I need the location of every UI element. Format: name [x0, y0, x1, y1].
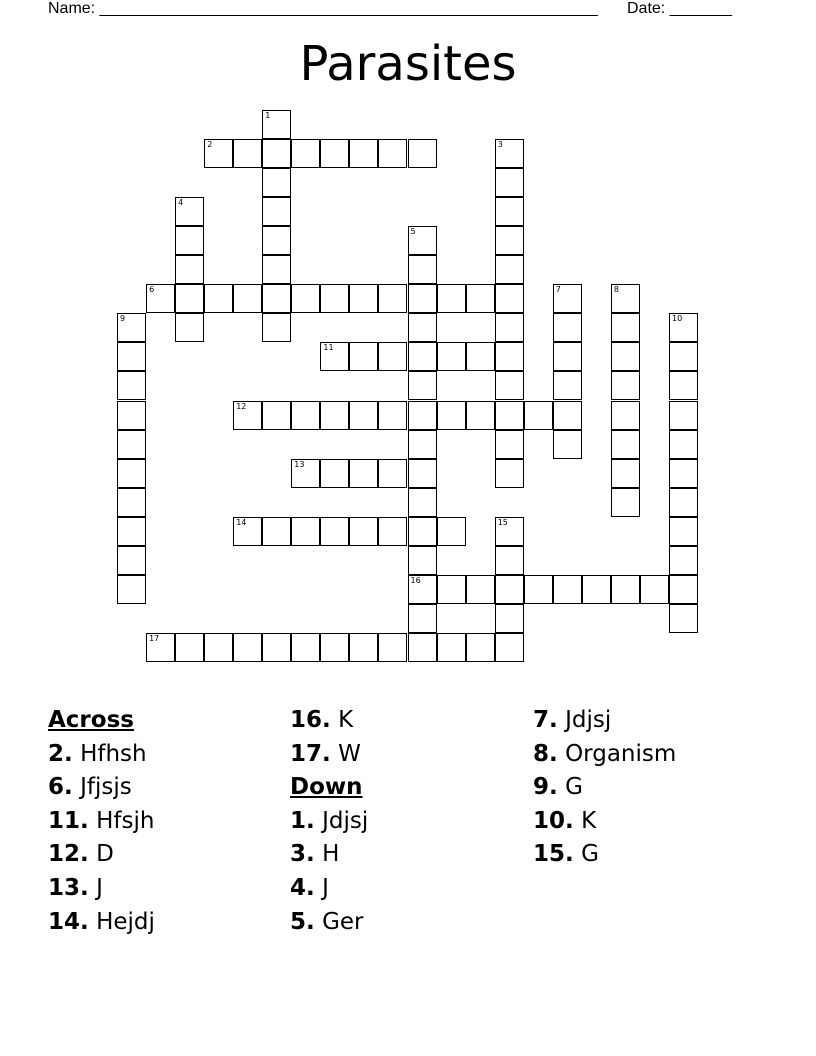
crossword-cell[interactable] — [669, 604, 698, 633]
crossword-cell[interactable] — [408, 255, 437, 284]
crossword-cell[interactable] — [466, 342, 495, 371]
crossword-cell[interactable] — [291, 459, 320, 488]
clue-down-8 — [533, 738, 676, 772]
crossword-cell[interactable] — [553, 430, 582, 459]
crossword-cell[interactable] — [495, 313, 524, 342]
crossword-cell[interactable] — [408, 517, 437, 546]
crossword-cell[interactable] — [669, 459, 698, 488]
crossword-cell[interactable] — [495, 197, 524, 226]
crossword-cell[interactable] — [669, 546, 698, 575]
clue-down-3 — [290, 838, 368, 872]
clue-text: Ger — [322, 908, 364, 935]
crossword-cell[interactable] — [349, 459, 378, 488]
crossword-cell[interactable] — [495, 226, 524, 255]
clue-text: W — [338, 740, 361, 767]
crossword-cell[interactable] — [349, 284, 378, 313]
crossword-cell[interactable] — [553, 313, 582, 342]
crossword-cell[interactable] — [611, 575, 640, 604]
across-heading: Across — [48, 707, 134, 733]
clue-down-7 — [533, 704, 676, 738]
crossword-cell[interactable] — [378, 284, 407, 313]
cell-number: 17 — [149, 633, 160, 643]
crossword-cell[interactable] — [233, 633, 262, 662]
crossword-cell[interactable] — [495, 430, 524, 459]
cell-number: 6 — [149, 285, 155, 295]
clue-number: 6. — [48, 774, 73, 801]
crossword-cell[interactable] — [495, 517, 524, 546]
clue-across-13 — [48, 872, 155, 906]
crossword-cell[interactable] — [640, 575, 669, 604]
crossword-cell[interactable] — [611, 313, 640, 342]
crossword-cell[interactable] — [669, 342, 698, 371]
crossword-cell[interactable] — [466, 284, 495, 313]
clue-text: G — [565, 774, 583, 801]
clue-across-14 — [48, 906, 155, 940]
clue-text: D — [96, 841, 114, 868]
crossword-cell[interactable] — [117, 371, 146, 400]
clue-across-17 — [290, 738, 368, 772]
crossword-cell[interactable] — [291, 517, 320, 546]
crossword-cell[interactable] — [175, 255, 204, 284]
crossword-cell[interactable] — [320, 284, 349, 313]
crossword-cell[interactable] — [291, 633, 320, 662]
clue-across-16 — [290, 704, 368, 738]
clue-number: 16. — [290, 707, 331, 733]
crossword-cell[interactable] — [495, 575, 524, 604]
crossword-cell[interactable] — [233, 284, 262, 313]
clue-number: 1. — [290, 807, 315, 834]
crossword-cell[interactable] — [408, 226, 437, 255]
crossword-cell[interactable] — [495, 284, 524, 313]
crossword-cell[interactable] — [437, 575, 466, 604]
clue-number: 8. — [533, 740, 558, 767]
clue-text: Jdjsj — [565, 707, 612, 733]
clue-text: Hfsjh — [96, 807, 155, 834]
clue-number: 17. — [290, 740, 331, 767]
crossword-cell[interactable] — [669, 517, 698, 546]
clue-column-1 — [48, 704, 155, 939]
crossword-cell[interactable] — [408, 459, 437, 488]
crossword-cell[interactable] — [175, 313, 204, 342]
clue-text: Organism — [565, 740, 677, 767]
clue-number: 13. — [48, 874, 89, 901]
crossword-cell[interactable] — [408, 342, 437, 371]
crossword-cell[interactable] — [291, 284, 320, 313]
crossword-cell[interactable] — [233, 139, 262, 168]
crossword-cell[interactable] — [495, 604, 524, 633]
crossword-cell[interactable] — [146, 284, 175, 313]
clue-number: 4. — [290, 874, 315, 901]
crossword-cell[interactable] — [553, 401, 582, 430]
clue-column-3 — [533, 704, 676, 872]
date-field-line: Date: _______ — [627, 0, 732, 17]
crossword-cell[interactable] — [408, 430, 437, 459]
crossword-cell[interactable] — [408, 575, 437, 604]
crossword-cell[interactable] — [408, 139, 437, 168]
crossword-cell[interactable] — [408, 633, 437, 662]
clue-text: J — [96, 874, 103, 901]
clue-text: K — [581, 807, 597, 834]
crossword-cell[interactable] — [437, 342, 466, 371]
clue-number: 15. — [533, 841, 574, 868]
name-field-line: Name: ________________________________________________________ — [48, 0, 598, 17]
cell-number: 4 — [178, 198, 184, 208]
page-title: Parasites — [299, 36, 517, 92]
cell-number: 13 — [294, 459, 305, 469]
crossword-cell[interactable] — [669, 575, 698, 604]
clue-down-5 — [290, 906, 368, 940]
clue-number: 14. — [48, 908, 89, 935]
crossword-cell[interactable] — [117, 546, 146, 575]
crossword-cell[interactable] — [611, 284, 640, 313]
clue-down-1 — [290, 805, 368, 839]
crossword-cell[interactable] — [408, 488, 437, 517]
crossword-cell[interactable] — [495, 255, 524, 284]
crossword-cell[interactable] — [553, 575, 582, 604]
crossword-cell[interactable] — [291, 401, 320, 430]
crossword-cell[interactable] — [262, 110, 291, 139]
crossword-cell[interactable] — [495, 546, 524, 575]
crossword-cell[interactable] — [495, 342, 524, 371]
clue-down-9 — [533, 771, 676, 805]
clue-text: Hejdj — [96, 908, 155, 935]
crossword-cell[interactable] — [669, 371, 698, 400]
crossword-cell[interactable] — [582, 575, 611, 604]
crossword-cell[interactable] — [175, 633, 204, 662]
cell-number: 11 — [323, 343, 334, 353]
cell-number: 5 — [410, 227, 416, 237]
crossword-cell[interactable] — [291, 139, 320, 168]
clue-down-4 — [290, 872, 368, 906]
crossword-cell[interactable] — [117, 488, 146, 517]
crossword-cell[interactable] — [117, 459, 146, 488]
cell-number: 3 — [497, 140, 503, 150]
crossword-cell[interactable] — [495, 139, 524, 168]
clue-down-10 — [533, 805, 676, 839]
crossword-cell[interactable] — [262, 139, 291, 168]
crossword-cell[interactable] — [320, 517, 349, 546]
crossword-cell[interactable] — [117, 342, 146, 371]
crossword-cell[interactable] — [495, 633, 524, 662]
crossword-cell[interactable] — [669, 313, 698, 342]
crossword-cell[interactable] — [408, 546, 437, 575]
cell-number: 7 — [555, 285, 561, 295]
crossword-cell[interactable] — [437, 401, 466, 430]
crossword-cell[interactable] — [408, 284, 437, 313]
crossword-cell[interactable] — [553, 371, 582, 400]
crossword-cell[interactable] — [495, 459, 524, 488]
crossword-cell[interactable] — [611, 488, 640, 517]
crossword-cell[interactable] — [466, 401, 495, 430]
crossword-cell[interactable] — [349, 517, 378, 546]
crossword-cell[interactable] — [117, 517, 146, 546]
cell-number: 14 — [236, 517, 247, 527]
clue-across-2 — [48, 738, 155, 772]
crossword-cell[interactable] — [378, 517, 407, 546]
crossword-cell[interactable] — [320, 459, 349, 488]
clue-text: Jfjsjs — [80, 774, 132, 801]
crossword-cell[interactable] — [117, 401, 146, 430]
crossword-cell[interactable] — [117, 313, 146, 342]
clue-text: J — [322, 874, 329, 901]
clue-number: 2. — [48, 740, 73, 767]
crossword-cell[interactable] — [495, 168, 524, 197]
cell-number: 16 — [410, 575, 421, 585]
crossword-cell[interactable] — [466, 633, 495, 662]
crossword-cell[interactable] — [117, 575, 146, 604]
crossword-cell[interactable] — [553, 284, 582, 313]
crossword-cell[interactable] — [408, 604, 437, 633]
crossword-cell[interactable] — [495, 371, 524, 400]
clue-text: H — [322, 841, 340, 868]
crossword-cell[interactable] — [175, 226, 204, 255]
crossword-cell[interactable] — [262, 226, 291, 255]
crossword-cell[interactable] — [495, 401, 524, 430]
cell-number: 15 — [497, 517, 508, 527]
crossword-cell[interactable] — [320, 342, 349, 371]
crossword-cell[interactable] — [233, 517, 262, 546]
crossword-cell[interactable] — [262, 284, 291, 313]
clue-down-15 — [533, 838, 676, 872]
clue-text: G — [581, 841, 599, 868]
crossword-cell[interactable] — [349, 342, 378, 371]
clue-number: 11. — [48, 807, 89, 834]
crossword-cell[interactable] — [524, 401, 553, 430]
clue-across-6 — [48, 771, 155, 805]
crossword-cell[interactable] — [320, 633, 349, 662]
crossword-cell[interactable] — [378, 459, 407, 488]
crossword-cell[interactable] — [204, 284, 233, 313]
clue-across-12 — [48, 838, 155, 872]
crossword-cell[interactable] — [146, 633, 175, 662]
cell-number: 8 — [613, 285, 619, 295]
crossword-cell[interactable] — [349, 633, 378, 662]
crossword-cell[interactable] — [175, 197, 204, 226]
cell-number: 1 — [265, 111, 271, 120]
crossword-cell[interactable] — [669, 401, 698, 430]
crossword-cell[interactable] — [437, 517, 466, 546]
down-heading: Down — [290, 774, 363, 801]
crossword-cell[interactable] — [378, 342, 407, 371]
crossword-cell[interactable] — [611, 342, 640, 371]
clue-across-11 — [48, 805, 155, 839]
crossword-cell[interactable] — [233, 401, 262, 430]
crossword-cell[interactable] — [262, 633, 291, 662]
crossword-cell[interactable] — [204, 139, 233, 168]
crossword-cell[interactable] — [117, 430, 146, 459]
crossword-cell[interactable] — [349, 139, 378, 168]
cell-number: 10 — [672, 314, 683, 324]
crossword-cell[interactable] — [320, 139, 349, 168]
crossword-cell[interactable] — [408, 401, 437, 430]
crossword-cell[interactable] — [262, 197, 291, 226]
crossword-cell[interactable] — [553, 342, 582, 371]
crossword-cell[interactable] — [320, 401, 349, 430]
crossword-cell[interactable] — [437, 633, 466, 662]
clue-text: K — [338, 707, 354, 733]
cell-number: 12 — [236, 401, 247, 411]
clue-number: 3. — [290, 841, 315, 868]
crossword-cell[interactable] — [669, 488, 698, 517]
crossword-cell[interactable] — [408, 313, 437, 342]
crossword-cell[interactable] — [204, 633, 233, 662]
clue-number: 9. — [533, 774, 558, 801]
crossword-cell[interactable] — [378, 139, 407, 168]
crossword-cell[interactable] — [262, 313, 291, 342]
clue-text: Jdjsj — [322, 807, 369, 834]
clue-text: Hfhsh — [80, 740, 147, 767]
crossword-cell[interactable] — [378, 401, 407, 430]
crossword-cell[interactable] — [262, 168, 291, 197]
crossword-cell[interactable] — [611, 401, 640, 430]
crossword-cell[interactable] — [611, 430, 640, 459]
crossword-cell[interactable] — [669, 430, 698, 459]
crossword-cell[interactable] — [262, 255, 291, 284]
crossword-cell[interactable] — [262, 517, 291, 546]
crossword-cell[interactable] — [349, 401, 378, 430]
cell-number: 9 — [120, 314, 126, 324]
clue-number: 7. — [533, 707, 558, 733]
crossword-cell[interactable] — [437, 284, 466, 313]
cell-number: 2 — [207, 140, 213, 150]
clue-number: 10. — [533, 807, 574, 834]
clue-column-2 — [290, 704, 368, 939]
crossword-cell[interactable] — [466, 575, 495, 604]
clue-number: 5. — [290, 908, 315, 935]
crossword-cell[interactable] — [611, 371, 640, 400]
crossword-cell[interactable] — [262, 401, 291, 430]
crossword-cell[interactable] — [378, 633, 407, 662]
crossword-cell[interactable] — [175, 284, 204, 313]
crossword-cell[interactable] — [611, 459, 640, 488]
crossword-cell[interactable] — [408, 371, 437, 400]
clue-number: 12. — [48, 841, 89, 868]
crossword-cell[interactable] — [524, 575, 553, 604]
